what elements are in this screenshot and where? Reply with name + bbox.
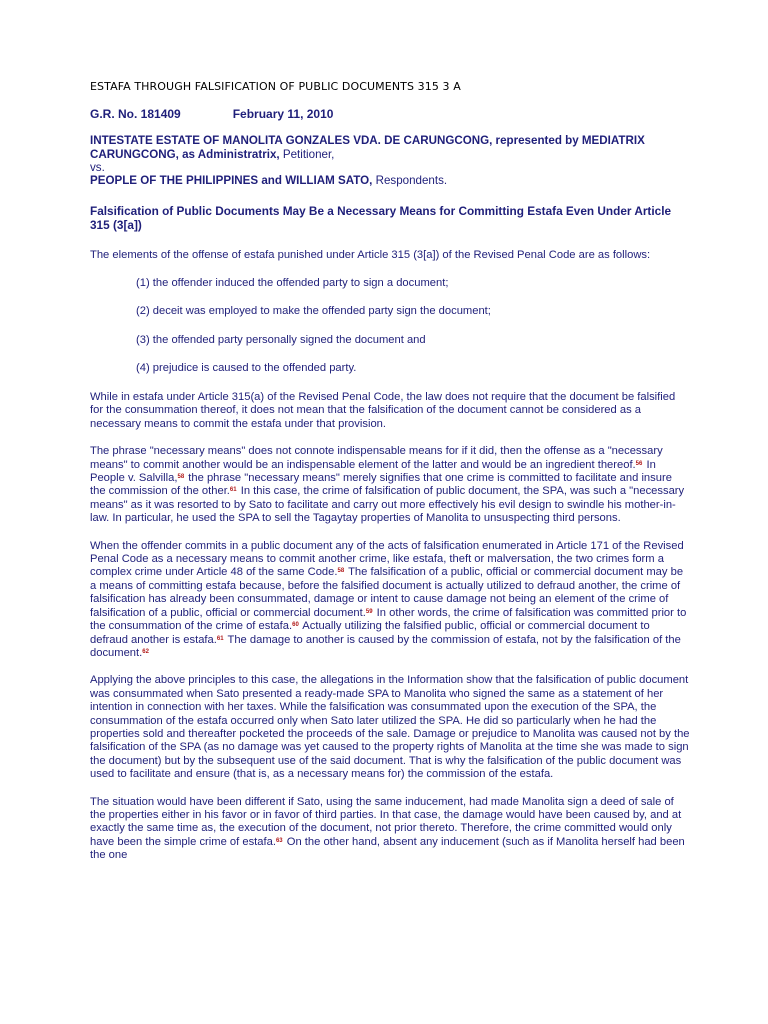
paragraph-2-text-d: In this case, the crime of falsification of public document, the SPA, was such a "necessary means" as it was resorted to by Sato to facilitate and carry out more effectively his evil design to swindle his mother-in-law. In particular, he used the SPA to sell the Tagaytay properties of Manolita to unsuspecting third persons.: [90, 485, 685, 525]
paragraph-3-text-e: The damage to another is caused by the commission of estafa, not by the falsification of the document.: [90, 633, 681, 659]
footnote-link[interactable]: 56: [635, 460, 643, 467]
paragraph-2-text-a: The phrase "necessary means" does not connote indispensable means for if it did, then the offense as a "necessary means" to commit another would be an indispensable element of the latter and would be an ingredient thereof.: [90, 445, 663, 471]
paragraph-3: [90, 540, 690, 661]
document-body: [90, 108, 690, 877]
petitioner-role: Petitioner,: [279, 147, 335, 161]
paragraph-5-text-b: On the other hand, absent any inducement (such as if Manolita herself had been the one: [90, 835, 685, 862]
paragraph-1: While in estafa under Article 315(a) of the Revised Penal Code, the law does not require that the document be falsified for the consummation thereof, it does not mean that the falsification of the document cannot be considered as a necessary means to commit the estafa under that provision.: [90, 391, 676, 430]
case-header: [90, 108, 690, 121]
footnote-link[interactable]: 63: [275, 837, 283, 844]
case-parties: [90, 134, 690, 187]
document-title: ESTAFA THROUGH FALSIFICATION OF PUBLIC DOCUMENTS 315 3 A: [90, 80, 461, 93]
footnote-link[interactable]: 61: [229, 487, 237, 494]
footnote-link[interactable]: 59: [365, 608, 373, 615]
intro-paragraph: The elements of the offense of estafa punished under Article 315 (3[a]) of the Revised Penal Code are as follows:: [90, 249, 651, 262]
element-item-3: (3) the offended party personally signed the document and: [136, 333, 426, 346]
element-item-4: (4) prejudice is caused to the offended party.: [136, 362, 357, 375]
paragraph-2-text-b: In People v. Salvilla,: [90, 458, 656, 485]
petitioner-name: INTESTATE ESTATE OF MANOLITA GONZALES VDA. DE CARUNGCONG, represented by MEDIATRIX CARUNGCONG, as Administratrix,: [90, 134, 645, 161]
footnote-link[interactable]: 60: [292, 622, 299, 629]
footnote-link[interactable]: 58: [337, 568, 345, 575]
element-item-2: (2) deceit was employed to make the offended party sign the document;: [136, 305, 491, 318]
footnote-link[interactable]: 61: [216, 635, 224, 642]
respondent-role: Respondents.: [372, 174, 448, 188]
footnote-link[interactable]: 62: [142, 648, 149, 655]
paragraph-5: [90, 796, 690, 863]
paragraph-3-text-a: When the offender commits in a public document any of the acts of falsification enumerated in Article 171 of the Revised Penal Code as a necessary means to commit another crime, like estafa, theft or malversation, the two crimes form a complex crime under Article 48 of the same Code.: [90, 539, 684, 579]
versus-label: vs.: [90, 160, 105, 174]
paragraph-2: [90, 445, 690, 525]
paragraph-3-text-c: In other words, the crime of falsification was committed prior to the consummation of the crime of estafa.: [90, 606, 687, 633]
paragraph-3-text-b: The falsification of a public, official or commercial document may be a means of committing estafa because, before the falsified document is actually utilized to defraud another, the crime of falsification has already been consummated, damage or intent to cause damage not being an element of the crime of falsification of a public, official or commercial document.: [90, 566, 684, 619]
section-heading: Falsification of Public Documents May Be a Necessary Means for Committing Estafa Even Under Article 315 (3[a]): [90, 204, 672, 233]
gr-date: February 11, 2010: [232, 107, 334, 121]
element-item-1: (1) the offender induced the offended party to sign a document;: [136, 276, 449, 289]
elements-list: [90, 277, 690, 376]
footnote-link[interactable]: 58: [177, 474, 185, 481]
paragraph-5-text-a: The situation would have been different if Sato, using the same inducement, had made Manolita sign a deed of sale of the properties either in his favor or in favor of third parties. In that case, the damage would have been caused by, and at exactly the same time as, the execution of the document, not prior thereto. Therefore, the crime committed would only have been the simple crime of estafa.: [90, 795, 682, 848]
paragraph-3-text-d: Actually utilizing the falsified public, official or commercial document to defraud another is estafa.: [90, 620, 650, 646]
paragraph-4: Applying the above principles to this case, the allegations in the Information show that the falsification of public document was consummated when Sato presented a ready-made SPA to Manolita who signed the same as a statement of her intention in connection with her taxes. While the falsification was consummated upon the execution of the SPA, the consummation of the estafa occurred only when Sato later utilized the SPA. He did so particularly when he had the properties sold and thereafter pocketed the proceeds of the sale. Damage or prejudice to Manolita was caused not by the falsification of the SPA (as no damage was yet caused to the property rights of Manolita at the time she was made to sign the document) but by the subsequent use of the said document. That is why the falsification of the public document was used to facilitate and ensure (that is, as a necessary means for) the commission of the estafa.: [90, 674, 690, 781]
paragraph-2-text-c: the phrase "necessary means" merely signifies that one crime is committed to facilitate and insure the commission of the other.: [90, 472, 672, 498]
respondent-name: PEOPLE OF THE PHILIPPINES and WILLIAM SATO,: [90, 174, 373, 188]
gr-number: G.R. No. 181409: [90, 107, 181, 121]
